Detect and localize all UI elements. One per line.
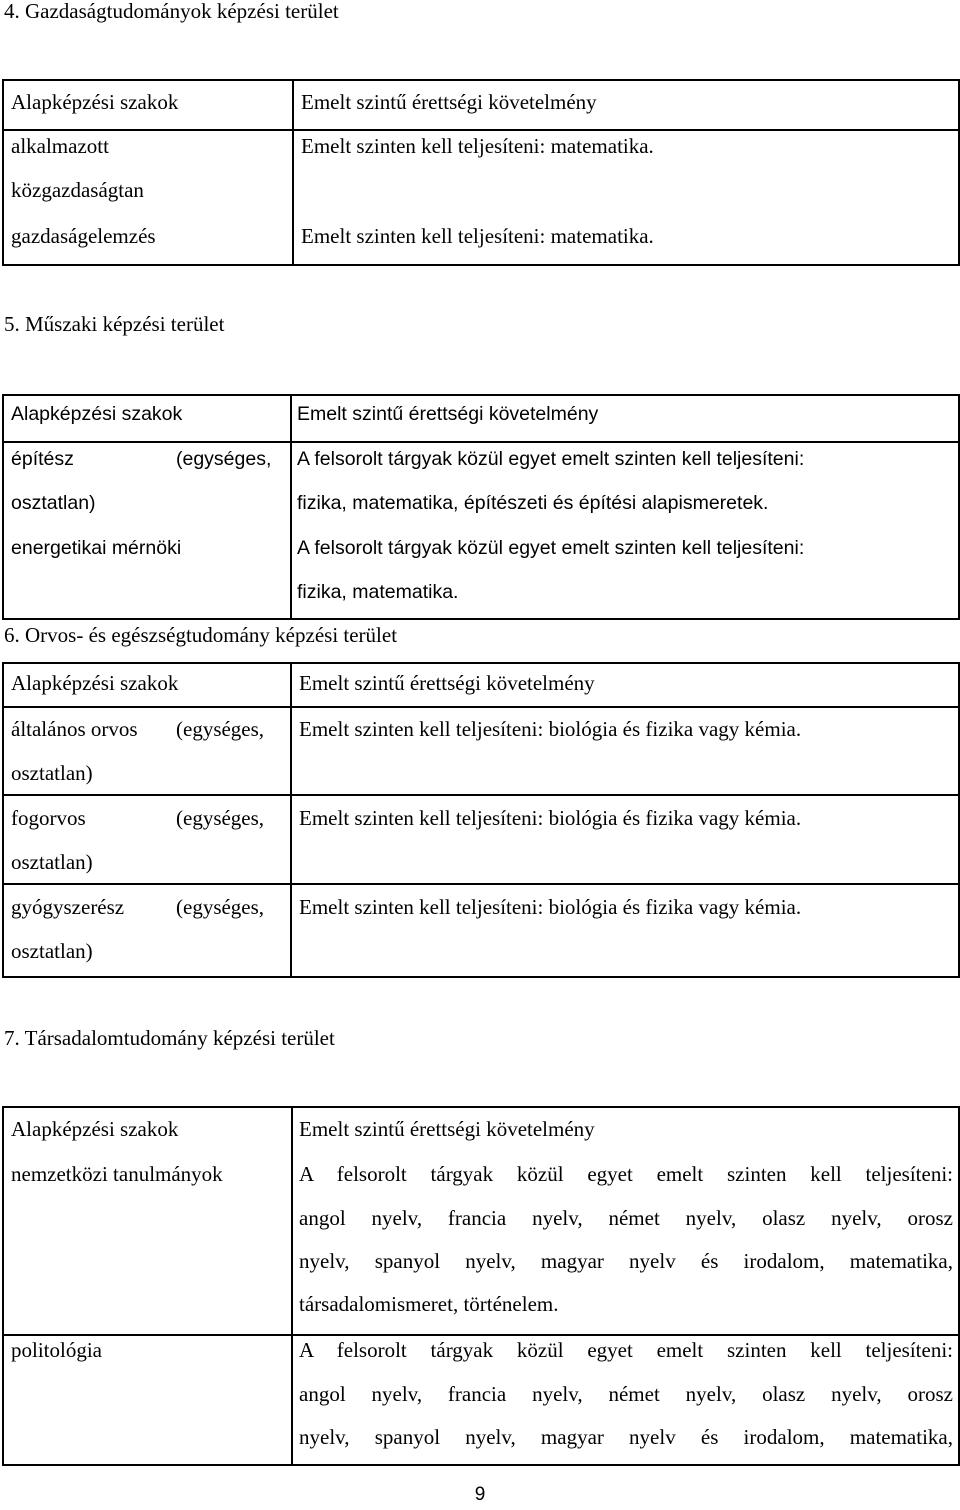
program-name: nemzetközi tanulmányok <box>11 1162 223 1186</box>
requirement-text: Emelt szinten kell teljesíteni: biológia és fizika vagy kémia. <box>299 895 802 919</box>
section-7-heading: 7. Társadalomtudomány képzési terület <box>4 1026 335 1050</box>
section-5-heading: 5. Műszaki képzési terület <box>4 312 225 336</box>
requirement-text: fizika, matematika, építészeti és építési alapismeretek. <box>297 492 769 514</box>
header-col-2: Emelt szintű érettségi követelmény <box>299 671 595 695</box>
section-6-table <box>2 662 960 978</box>
section-6-heading: 6. Orvos- és egészségtudomány képzési terület <box>4 623 398 647</box>
program-name: gazdaságelemzés <box>11 224 156 248</box>
requirement-text: nyelv, spanyol nyelv, magyar nyelv és irodalom, matematika, <box>299 1425 953 1449</box>
program-name: közgazdaságtan <box>11 178 144 202</box>
row-divider <box>4 883 958 885</box>
requirement-text: Emelt szinten kell teljesíteni: matematika. <box>301 224 654 248</box>
program-name: általános orvos <box>11 717 138 741</box>
requirement-text: A felsorolt tárgyak közül egyet emelt szinten kell teljesíteni: <box>297 537 805 559</box>
header-col-1: Alapképzési szakok <box>11 1117 179 1141</box>
requirement-text: A felsorolt tárgyak közül egyet emelt szinten kell teljesíteni: <box>297 448 805 470</box>
program-name-qualifier: (egységes, <box>176 806 265 830</box>
requirement-text: angol nyelv, francia nyelv, német nyelv, olasz nyelv, orosz <box>299 1206 953 1230</box>
program-name: energetikai mérnöki <box>11 537 182 559</box>
section-4-heading: 4. Gazdaságtudományok képzési terület <box>4 0 339 23</box>
program-name-qualifier: osztatlan) <box>11 850 93 874</box>
header-col-1: Alapképzési szakok <box>11 403 183 425</box>
requirement-text: Emelt szinten kell teljesíteni: biológia és fizika vagy kémia. <box>299 806 802 830</box>
requirement-text: Emelt szinten kell teljesíteni: biológia és fizika vagy kémia. <box>299 717 802 741</box>
column-divider <box>290 664 292 976</box>
requirement-text: A felsorolt tárgyak közül egyet emelt szinten kell teljesíteni: <box>299 1338 953 1362</box>
program-name-qualifier: (egységes, <box>176 895 265 919</box>
requirement-text: angol nyelv, francia nyelv, német nyelv, olasz nyelv, orosz <box>299 1382 953 1406</box>
requirement-text: társadalomismeret, történelem. <box>299 1292 559 1316</box>
header-col-1: Alapképzési szakok <box>11 671 179 695</box>
column-divider <box>291 1108 293 1464</box>
section-7-table <box>2 1106 960 1466</box>
requirement-text: fizika, matematika. <box>297 581 459 603</box>
program-name-qualifier: osztatlan) <box>11 761 93 785</box>
program-name: politológia <box>11 1338 102 1362</box>
program-name-qualifier: osztatlan) <box>11 492 96 514</box>
program-name-qualifier: osztatlan) <box>11 939 93 963</box>
header-col-2: Emelt szintű érettségi követelmény <box>301 90 597 114</box>
page-number: 9 <box>474 1484 486 1505</box>
column-divider <box>290 396 292 618</box>
program-name-qualifier: (egységes, <box>176 448 272 470</box>
header-col-2: Emelt szintű érettségi követelmény <box>299 1117 595 1141</box>
requirement-text: A felsorolt tárgyak közül egyet emelt szinten kell teljesíteni: <box>299 1162 953 1186</box>
header-col-2: Emelt szintű érettségi követelmény <box>297 403 599 425</box>
row-divider <box>4 794 958 796</box>
program-name: gyógyszerész <box>11 895 125 919</box>
program-name: alkalmazott <box>11 134 109 158</box>
program-name: építész <box>11 448 74 470</box>
requirement-text: Emelt szinten kell teljesíteni: matematika. <box>301 134 654 158</box>
requirement-text: nyelv, spanyol nyelv, magyar nyelv és irodalom, matematika, <box>299 1249 953 1273</box>
header-col-1: Alapképzési szakok <box>11 90 179 114</box>
program-name-qualifier: (egységes, <box>176 717 265 741</box>
section-5-table <box>2 394 960 620</box>
program-name: fogorvos <box>11 806 86 830</box>
section-4-table <box>2 79 960 266</box>
column-divider <box>292 81 294 264</box>
